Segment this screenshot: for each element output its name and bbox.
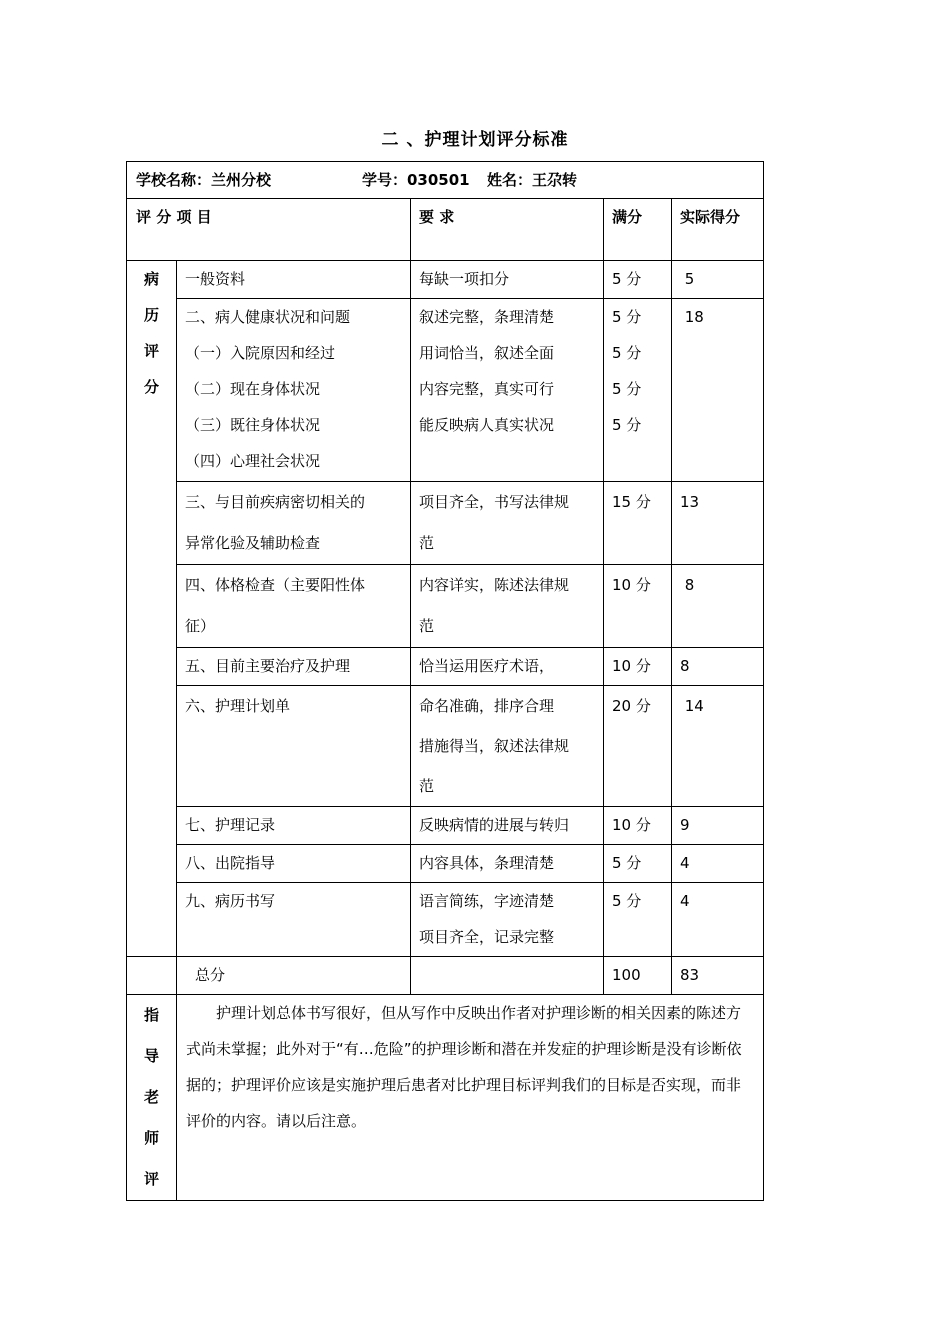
- score-row: [127, 482, 764, 565]
- requirement-cell-line: 用词恰当，叙述全面: [419, 344, 555, 362]
- requirement-cell-line: 项目齐全，记录完整: [419, 928, 555, 946]
- score-row: [127, 261, 764, 299]
- comment-label-char: 老: [143, 1088, 159, 1106]
- requirement-cell: [411, 807, 604, 845]
- requirement-cell: [411, 845, 604, 883]
- teacher-comment: 护理计划总体书写很好，但从写作中反映出作者对护理诊断的相关因素的陈述方式尚未掌握；此外对于“有…危险”的护理诊断和潜在并发症的护理诊断是没有诊断依据的；护理评价应该是实施护理后患者对比护理目标评判我们的目标是否实现，而非评价的内容。请以后注意。: [177, 995, 764, 1201]
- item-cell-line: 二、病人健康状况和问题: [185, 308, 351, 326]
- comment-label-char: 评: [143, 1170, 159, 1188]
- school-name: 学校名称：兰州分校: [136, 171, 272, 189]
- item-cell-line: 八、出院指导: [185, 854, 276, 872]
- full-score-cell-line: 20 分: [612, 697, 651, 715]
- actual-score-cell: 14: [672, 686, 764, 807]
- full-score-cell-line: 5 分: [612, 344, 642, 362]
- requirement-cell-line: 内容完整，真实可行: [419, 380, 555, 398]
- requirement-cell-line: 语言简练，字迹清楚: [419, 892, 555, 910]
- requirement-cell: [411, 565, 604, 648]
- requirement-cell: [411, 686, 604, 807]
- header-full-score: 满分: [604, 199, 672, 261]
- header-actual-score: 实际得分: [672, 199, 764, 261]
- item-cell-line: 异常化验及辅助检查: [185, 534, 321, 552]
- item-cell-line: 六、护理计划单: [185, 697, 291, 715]
- section-label: [127, 261, 177, 957]
- requirement-cell-line: 内容具体，条理清楚: [419, 854, 555, 872]
- actual-score-cell: 8: [672, 565, 764, 648]
- total-actual-score: 83: [672, 957, 764, 995]
- total-requirement-blank: [411, 957, 604, 995]
- full-score-cell: [604, 845, 672, 883]
- requirement-cell-line: 范: [419, 777, 435, 795]
- comment-label: [127, 995, 177, 1201]
- item-cell-line: 九、病历书写: [185, 892, 276, 910]
- item-cell-line: 四、体格检查（主要阳性体: [185, 576, 366, 594]
- requirement-cell-line: 恰当运用医疗术语，: [419, 657, 555, 675]
- full-score-cell-line: 5 分: [612, 854, 642, 872]
- actual-score-cell: 4: [672, 845, 764, 883]
- full-score-cell: [604, 565, 672, 648]
- total-full-score: 100: [604, 957, 672, 995]
- requirement-cell: [411, 261, 604, 299]
- requirement-cell-line: 内容详实，陈述法律规: [419, 576, 570, 594]
- actual-score-cell: 8: [672, 648, 764, 686]
- full-score-cell: [604, 482, 672, 565]
- item-cell-line: （三）既往身体状况: [185, 416, 321, 434]
- actual-score-cell: 9: [672, 807, 764, 845]
- requirement-cell-line: 每缺一项扣分: [419, 270, 510, 288]
- requirement-cell-line: 范: [419, 534, 435, 552]
- item-cell: [177, 482, 411, 565]
- actual-score-cell: 5: [672, 261, 764, 299]
- requirement-cell-line: 项目齐全，书写法律规: [419, 493, 570, 511]
- requirement-cell: [411, 482, 604, 565]
- header-requirement: 要 求: [411, 199, 604, 261]
- section-label-char: 历: [143, 306, 159, 324]
- item-cell: [177, 565, 411, 648]
- actual-score-cell: 13: [672, 482, 764, 565]
- actual-score-cell: 18: [672, 299, 764, 482]
- item-cell-line: （二）现在身体状况: [185, 380, 321, 398]
- item-cell: [177, 686, 411, 807]
- full-score-cell: [604, 883, 672, 957]
- full-score-cell: [604, 807, 672, 845]
- full-score-cell: [604, 299, 672, 482]
- requirement-cell-line: 措施得当，叙述法律规: [419, 737, 570, 755]
- item-cell-line: 三、与目前疾病密切相关的: [185, 493, 366, 511]
- full-score-cell: [604, 686, 672, 807]
- total-blank: [127, 957, 177, 995]
- requirement-cell-line: 命名准确，排序合理: [419, 697, 555, 715]
- item-cell: [177, 261, 411, 299]
- item-cell: [177, 299, 411, 482]
- score-row: [127, 648, 764, 686]
- score-rows: [127, 261, 764, 957]
- score-row: [127, 565, 764, 648]
- section-label-char: 病: [143, 270, 159, 288]
- item-cell-line: 征）: [185, 617, 216, 635]
- full-score-cell-line: 5 分: [612, 380, 642, 398]
- comment-label-char: 师: [143, 1129, 159, 1147]
- comment-label-char: 指: [143, 1006, 159, 1024]
- item-cell: [177, 807, 411, 845]
- score-row: [127, 883, 764, 957]
- page-title: 二 、护理计划评分标准: [381, 130, 569, 150]
- item-cell-line: （一）入院原因和经过: [185, 344, 336, 362]
- full-score-cell-line: 5 分: [612, 892, 642, 910]
- score-row: [127, 686, 764, 807]
- section-label-char: 评: [143, 342, 159, 360]
- requirement-cell-line: 范: [419, 617, 435, 635]
- requirement-cell-line: 叙述完整，条理清楚: [419, 308, 555, 326]
- item-cell: [177, 883, 411, 957]
- full-score-cell-line: 5 分: [612, 308, 642, 326]
- full-score-cell-line: 10 分: [612, 816, 651, 834]
- score-row: [127, 845, 764, 883]
- requirement-cell-line: 反映病情的进展与转归: [419, 816, 570, 834]
- item-cell-line: 五、目前主要治疗及护理: [185, 657, 351, 675]
- comment-label-char: 导: [143, 1047, 159, 1065]
- header-item: 评 分 项 目: [127, 199, 411, 261]
- full-score-cell-line: 10 分: [612, 576, 651, 594]
- item-cell-line: 一般资料: [185, 270, 246, 288]
- full-score-cell-line: 5 分: [612, 416, 642, 434]
- item-cell-line: （四）心理社会状况: [185, 452, 321, 470]
- item-cell: [177, 845, 411, 883]
- item-cell-line: 七、护理记录: [185, 816, 276, 834]
- student-name: 姓名：王尕转: [487, 171, 578, 189]
- full-score-cell-line: 10 分: [612, 657, 651, 675]
- item-cell: [177, 648, 411, 686]
- scoring-table: [126, 161, 764, 1201]
- requirement-cell: [411, 299, 604, 482]
- full-score-cell-line: 5 分: [612, 270, 642, 288]
- score-row: [127, 299, 764, 482]
- full-score-cell: [604, 648, 672, 686]
- student-number: 学号：030501: [362, 171, 470, 189]
- requirement-cell: [411, 648, 604, 686]
- full-score-cell: [604, 261, 672, 299]
- score-row: [127, 807, 764, 845]
- requirement-cell: [411, 883, 604, 957]
- info-row: [127, 162, 764, 199]
- section-label-char: 分: [143, 378, 159, 396]
- actual-score-cell: 4: [672, 883, 764, 957]
- total-label: 总分: [177, 957, 411, 995]
- full-score-cell-line: 15 分: [612, 493, 651, 511]
- requirement-cell-line: 能反映病人真实状况: [419, 416, 555, 434]
